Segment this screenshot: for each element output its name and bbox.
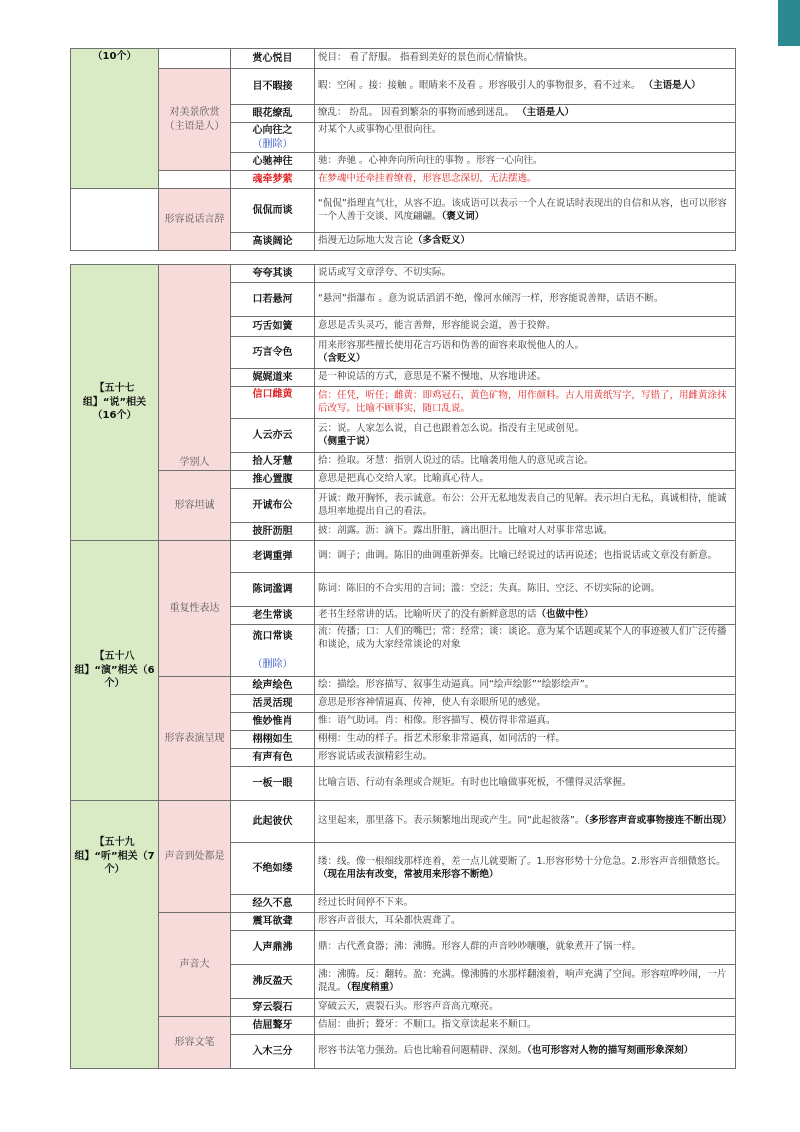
usage-note: （侧重于说） bbox=[318, 435, 376, 447]
idiom-cell bbox=[231, 123, 315, 153]
definition-text: 这里起来，那里落下。表示频繁地出现或产生。同“此起彼落”。 bbox=[318, 815, 585, 827]
definition-cell: 意思是舌头灵巧，能言善辩，形容能说会道，善于狡辩。 bbox=[315, 317, 736, 337]
definition-cell bbox=[315, 1035, 736, 1069]
idiom-cell: 惟妙惟肖 bbox=[231, 713, 315, 731]
definition-cell bbox=[315, 801, 736, 843]
usage-note: （主语是人） bbox=[643, 80, 701, 92]
definition-cell: 意思是形容神情逼真、传神，使人有亲眼所见的感觉。 bbox=[315, 695, 736, 713]
idiom-cell: 栩栩如生 bbox=[231, 731, 315, 749]
definition-cell bbox=[315, 965, 736, 999]
definition-cell: 是一种说话的方式，意思是不紧不慢地、从容地讲述。 bbox=[315, 369, 736, 387]
idiom-cell: 信口雌黄 bbox=[231, 387, 315, 419]
idiom-table-lower bbox=[70, 264, 736, 1069]
definition-cell: 比喻言语、行动有条理或合规矩。有时也比喻做事死板，不懂得灵活掌握。 bbox=[315, 767, 736, 801]
category-cell-empty bbox=[159, 171, 231, 189]
definition-text: 老书生经常讲的话。比喻听厌了的没有新鲜意思的话 bbox=[318, 609, 537, 621]
definition-cell: 说话或写文章浮夸、不切实际。 bbox=[315, 265, 736, 283]
definition-text: 缕：线。像一根细线那样连着，差一点儿就要断了。1.形容形势十分危急。2.形容声音细微悠长。 bbox=[318, 855, 726, 867]
idiom-cell: 侃侃而谈 bbox=[231, 189, 315, 233]
group-58-cell: 【五十八组】“演”相关（6个） bbox=[71, 541, 159, 801]
category-cell: 声音大 bbox=[159, 913, 231, 1017]
usage-note: （程度稍重） bbox=[346, 981, 399, 993]
category-cell: 声音到处都是 bbox=[159, 801, 231, 913]
idiom-cell: 人云亦云 bbox=[231, 419, 315, 453]
idiom-cell: 活灵活现 bbox=[231, 695, 315, 713]
idiom-text: 心向往之 bbox=[252, 125, 293, 136]
definition-cell: 在梦魂中还牵挂着缭着，形容思念深切，无法摆逃。 bbox=[315, 171, 736, 189]
usage-note: （现在用法有改变，常被用来形容不断绝） bbox=[318, 868, 499, 880]
definition-cell: 驰：奔驰 。心神奔向所向往的事物 。形容一心向往。 bbox=[315, 153, 736, 171]
usage-note: （也可形容对人物的描写刻画形象深刻） bbox=[527, 1045, 694, 1057]
category-cell: 形容坦诚 bbox=[159, 471, 231, 541]
definition-cell: 形容说话或表演精彩生动。 bbox=[315, 749, 736, 767]
category-cell: 学别人 bbox=[159, 265, 231, 471]
idiom-cell: 推心置腹 bbox=[231, 471, 315, 489]
usage-note: （也做中性） bbox=[536, 609, 594, 621]
idiom-cell: 穿云裂石 bbox=[231, 999, 315, 1017]
usage-note: （多含贬义） bbox=[413, 235, 471, 247]
definition-cell bbox=[315, 419, 736, 453]
definition-cell: 穿破云天，震裂石头。形容声音高亢嘹亮。 bbox=[315, 999, 736, 1017]
definition-cell: 绘：描绘。形容描写、叙事生动逼真。同“绘声绘影”“绘影绘声”。 bbox=[315, 677, 736, 695]
category-cell: 形容表演呈现 bbox=[159, 677, 231, 801]
idiom-cell: 娓娓道来 bbox=[231, 369, 315, 387]
idiom-cell: 夸夸其谈 bbox=[231, 265, 315, 283]
idiom-cell: 巧舌如簧 bbox=[231, 317, 315, 337]
idiom-cell: 心驰神往 bbox=[231, 153, 315, 171]
definition-cell: 拾：捡取。牙慧：指别人说过的话。比喻袭用他人的意见或言论。 bbox=[315, 453, 736, 471]
idiom-cell: 有声有色 bbox=[231, 749, 315, 767]
idiom-cell bbox=[231, 625, 315, 677]
idiom-cell: 震耳欲聋 bbox=[231, 913, 315, 931]
definition-cell: 惟：语气助词。肖：相像。形容描写、模仿得非常逼真。 bbox=[315, 713, 736, 731]
deleted-mark: （删除） bbox=[252, 138, 293, 150]
definition-cell: 信：任凭，听任；雌黄：即鸡冠石，黄色矿物，用作颜料。古人用黄纸写字，写错了，用雌黄涂抹后改写。比喻不顾事实，随口乱说。 bbox=[315, 387, 736, 419]
group-cell-empty bbox=[71, 189, 159, 251]
usage-note: （含贬义） bbox=[318, 352, 366, 364]
group-count-cell bbox=[71, 49, 159, 189]
idiom-cell: 口若悬河 bbox=[231, 283, 315, 317]
group-59-label: 【五十九组】“听”相关（7个） bbox=[74, 837, 155, 876]
idiom-cell: 赏心悦目 bbox=[231, 49, 315, 69]
definition-text: 用来形容那些擅长使用花言巧语和伪善的面容来取悦他人的人。 bbox=[318, 339, 585, 351]
definition-text: 沸：沸腾。反：翻转。盈：充满。像沸腾的水那样翻滚着，响声充满了空间。形容喧哗吵闹，一片混乱。 bbox=[318, 968, 727, 993]
idiom-cell: 魂牵梦萦 bbox=[231, 171, 315, 189]
deleted-mark: （删除） bbox=[252, 658, 293, 670]
definition-cell: 调：调子；曲调。陈旧的曲调重新弹奏。比喻已经说过的话再说述；也指说话或文章没有新意。 bbox=[315, 541, 736, 573]
definition-cell: “悬河”指瀑布 。意为说话滔滔不绝，像河水倾泻一样，形容能说善辩，话语不断。 bbox=[315, 283, 736, 317]
idiom-cell: 此起彼伏 bbox=[231, 801, 315, 843]
idiom-cell: 沸反盈天 bbox=[231, 965, 315, 999]
definition-text: 暇：空闲 。接：接触 。眼睛来不及看 。形容吸引人的事物很多，看不过来。 bbox=[318, 80, 641, 92]
definition-cell: 悦目： 看了舒服。 指看到美好的景色而心情愉快。 bbox=[315, 49, 736, 69]
idiom-cell: 高谈阔论 bbox=[231, 233, 315, 251]
group-count-label: （10个） bbox=[92, 51, 137, 62]
definition-cell: 对某个人或事物心里很向往。 bbox=[315, 123, 736, 153]
definition-cell: 披：剖露。沥：滴下。露出肝脏，滴出胆汁。比喻对人对事非常忠诚。 bbox=[315, 523, 736, 541]
idiom-cell: 眼花缭乱 bbox=[231, 105, 315, 123]
definition-cell bbox=[315, 337, 736, 369]
idiom-text: 流口常谈 bbox=[252, 631, 293, 642]
idiom-cell: 人声鼎沸 bbox=[231, 931, 315, 965]
category-cell-empty bbox=[159, 49, 231, 69]
definition-cell bbox=[315, 105, 736, 123]
usage-note: （主语是人） bbox=[517, 107, 575, 119]
definition-cell bbox=[315, 607, 736, 625]
definition-text: “侃侃”指理直气壮，从容不迫。该成语可以表示一个人在说话时表现出的自信和从容，也可以形容一个人善于交谈、风度翩翩。 bbox=[318, 197, 727, 222]
idiom-cell: 佶屈聱牙 bbox=[231, 1017, 315, 1035]
definition-cell bbox=[315, 233, 736, 251]
idiom-cell: 巧言令色 bbox=[231, 337, 315, 369]
definition-cell: 形容声音很大，耳朵都快震聋了。 bbox=[315, 913, 736, 931]
definition-text: 指漫无边际地大发言论 bbox=[318, 235, 414, 247]
usage-note: （褒义词） bbox=[441, 210, 485, 222]
group-57-cell: 【五十七组】“说”相关（16个） bbox=[71, 265, 159, 541]
idiom-cell: 绘声绘色 bbox=[231, 677, 315, 695]
definition-cell: 佶屈：曲折；聱牙：不顺口。指文章读起来不顺口。 bbox=[315, 1017, 736, 1035]
group-59-cell bbox=[71, 801, 159, 1069]
idiom-cell: 开诚布公 bbox=[231, 489, 315, 523]
definition-cell: 鼎：古代煮食器；沸：沸腾。形容人群的声音吵吵嚷嚷，就象煮开了锅一样。 bbox=[315, 931, 736, 965]
definition-cell bbox=[315, 69, 736, 105]
idiom-table-upper bbox=[70, 48, 736, 251]
definition-cell: 意思是把真心交给人家。比喻真心待人。 bbox=[315, 471, 736, 489]
definition-cell: 经过长时间停不下来。 bbox=[315, 895, 736, 913]
definition-text: 形容书法笔力强劲。后也比喻看问题精辟、深刻。 bbox=[318, 1045, 528, 1057]
definition-cell bbox=[315, 189, 736, 233]
category-cell: 形容说话言辞 bbox=[159, 189, 231, 251]
idiom-cell: 老生常谈 bbox=[231, 607, 315, 625]
idiom-cell: 陈词滥调 bbox=[231, 573, 315, 607]
idiom-cell: 老调重弹 bbox=[231, 541, 315, 573]
page-corner-tab bbox=[778, 0, 800, 46]
idiom-cell: 披肝沥胆 bbox=[231, 523, 315, 541]
definition-text: 云：说。人家怎么说，自己也跟着怎么说。指没有主见或创见。 bbox=[318, 422, 585, 434]
category-cell: 重复性表达 bbox=[159, 541, 231, 677]
usage-note: （多形容声音或事物接连不断出现） bbox=[584, 815, 732, 827]
idiom-cell: 经久不息 bbox=[231, 895, 315, 913]
idiom-cell: 不绝如缕 bbox=[231, 843, 315, 895]
definition-cell bbox=[315, 843, 736, 895]
idiom-cell: 入木三分 bbox=[231, 1035, 315, 1069]
definition-text: 缭乱： 纷乱。 因看到繁杂的事物而感到迷乱。 bbox=[318, 107, 515, 119]
category-cell: 对美景欣赏（主语是人） bbox=[159, 69, 231, 171]
definition-cell: 栩栩：生动的样子。指艺术形象非常逼真，如同活的一样。 bbox=[315, 731, 736, 749]
definition-cell: 开诚：敞开胸怀，表示诚意。布公：公开无私地发表自己的见解。表示坦白无私，真诚相待，能诚恳坦率地提出自己的看法。 bbox=[315, 489, 736, 523]
idiom-cell: 目不暇接 bbox=[231, 69, 315, 105]
definition-cell: 陈词：陈旧的不合实用的言词；滥：空泛；失真。陈旧、空泛、不切实际的论调。 bbox=[315, 573, 736, 607]
idiom-cell: 一板一眼 bbox=[231, 767, 315, 801]
category-cell: 形容文笔 bbox=[159, 1017, 231, 1069]
idiom-cell: 拾人牙慧 bbox=[231, 453, 315, 471]
definition-cell: 流：传播；口：人们的嘴巴；常：经常；谈：谈论。意为某个话题或某个人的事迹被人们广泛传播和谈论，成为大家经常谈论的对象 bbox=[315, 625, 736, 677]
